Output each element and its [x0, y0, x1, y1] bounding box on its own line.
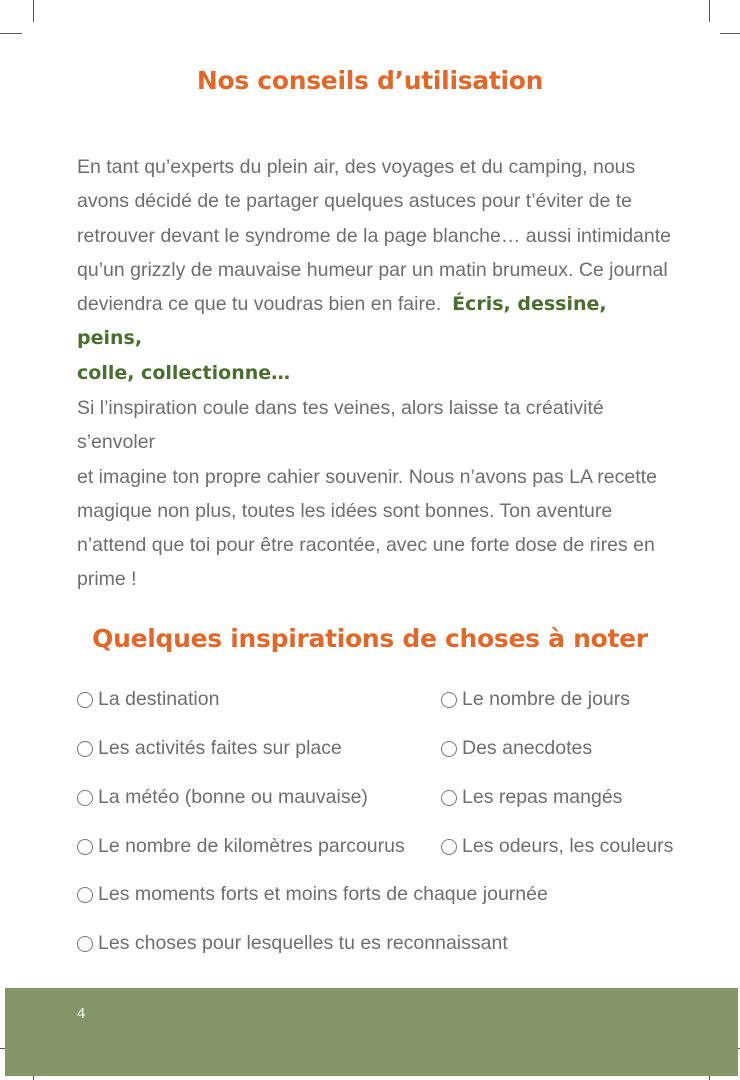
text-line: magique non plus, toutes les idées sont bonnes. Ton aventure — [77, 499, 613, 522]
checklist-label: Les moments forts et moins forts de chaque journée — [98, 883, 548, 905]
text-line — [77, 356, 677, 390]
text-segment: deviendra ce que tu voudras bien en faire. — [77, 293, 442, 316]
checklist-item[interactable] — [77, 932, 508, 955]
checklist-label: Des anecdotes — [462, 737, 593, 759]
crop-mark — [720, 33, 740, 34]
checkbox-circle-icon[interactable] — [77, 839, 93, 855]
text-line: qu’un grizzly de mauvaise humeur par un matin brumeux. Ce journal — [77, 258, 668, 281]
highlight-text: colle, collectionne… — [77, 361, 291, 384]
footer-band — [5, 988, 738, 1076]
checklist-item[interactable] — [441, 737, 592, 760]
checkbox-circle-icon[interactable] — [77, 936, 93, 952]
checklist-label: Les odeurs, les couleurs — [462, 835, 674, 857]
checklist-item[interactable] — [77, 883, 548, 906]
checkbox-circle-icon[interactable] — [77, 741, 93, 757]
checkbox-circle-icon[interactable] — [441, 741, 457, 757]
text-line: avons décidé de te partager quelques astuces pour t’éviter de te — [77, 190, 633, 213]
checklist-label: Les choses pour lesquelles tu es reconnaissant — [98, 932, 508, 954]
checkbox-circle-icon[interactable] — [441, 692, 457, 708]
section-title-inspirations: Quelques inspirations de choses à noter — [92, 624, 648, 653]
text-line: prime ! — [77, 568, 137, 591]
crop-mark — [709, 0, 710, 22]
intro-paragraph — [77, 150, 677, 390]
checklist-item[interactable] — [77, 786, 368, 809]
checkbox-circle-icon[interactable] — [77, 692, 93, 708]
text-line: retrouver devant le syndrome de la page blanche… aussi intimidante — [77, 224, 672, 247]
checklist-item[interactable] — [77, 688, 219, 711]
checkbox-circle-icon[interactable] — [441, 790, 457, 806]
section-title-usage-tips: Nos conseils d’utilisation — [196, 66, 544, 95]
page-number: 4 — [77, 1005, 86, 1022]
text-line: et imagine ton propre cahier souvenir. Nous n’avons pas LA recette — [77, 465, 657, 488]
checklist-item[interactable] — [441, 688, 630, 711]
highlight-text: Écris, dessine, peins, — [77, 293, 607, 350]
checkbox-circle-icon[interactable] — [77, 887, 93, 903]
crop-mark — [0, 33, 22, 34]
text-line — [77, 287, 677, 356]
checklist-label: Le nombre de kilomètres parcourus — [98, 835, 405, 857]
checklist-label: Les repas mangés — [462, 786, 623, 808]
checkbox-circle-icon[interactable] — [77, 790, 93, 806]
checkbox-circle-icon[interactable] — [441, 839, 457, 855]
checklist-label: Le nombre de jours — [462, 688, 631, 710]
checklist-item[interactable] — [77, 835, 405, 858]
checklist-label: Les activités faites sur place — [98, 737, 342, 759]
crop-mark — [33, 0, 34, 22]
checklist-item[interactable] — [441, 835, 673, 858]
checklist-item[interactable] — [77, 737, 342, 760]
checklist-item[interactable] — [441, 786, 622, 809]
checklist-label: La météo (bonne ou mauvaise) — [98, 786, 368, 808]
text-line: En tant qu’experts du plein air, des voyages et du camping, nous — [77, 156, 636, 178]
inspiration-paragraph — [77, 391, 677, 597]
text-line: n’attend que toi pour être racontée, avec une forte dose de rires en — [77, 534, 655, 557]
checklist-label: La destination — [98, 688, 220, 710]
text-line: Si l’inspiration coule dans tes veines, alors laisse ta créativité s’envoler — [77, 397, 604, 454]
